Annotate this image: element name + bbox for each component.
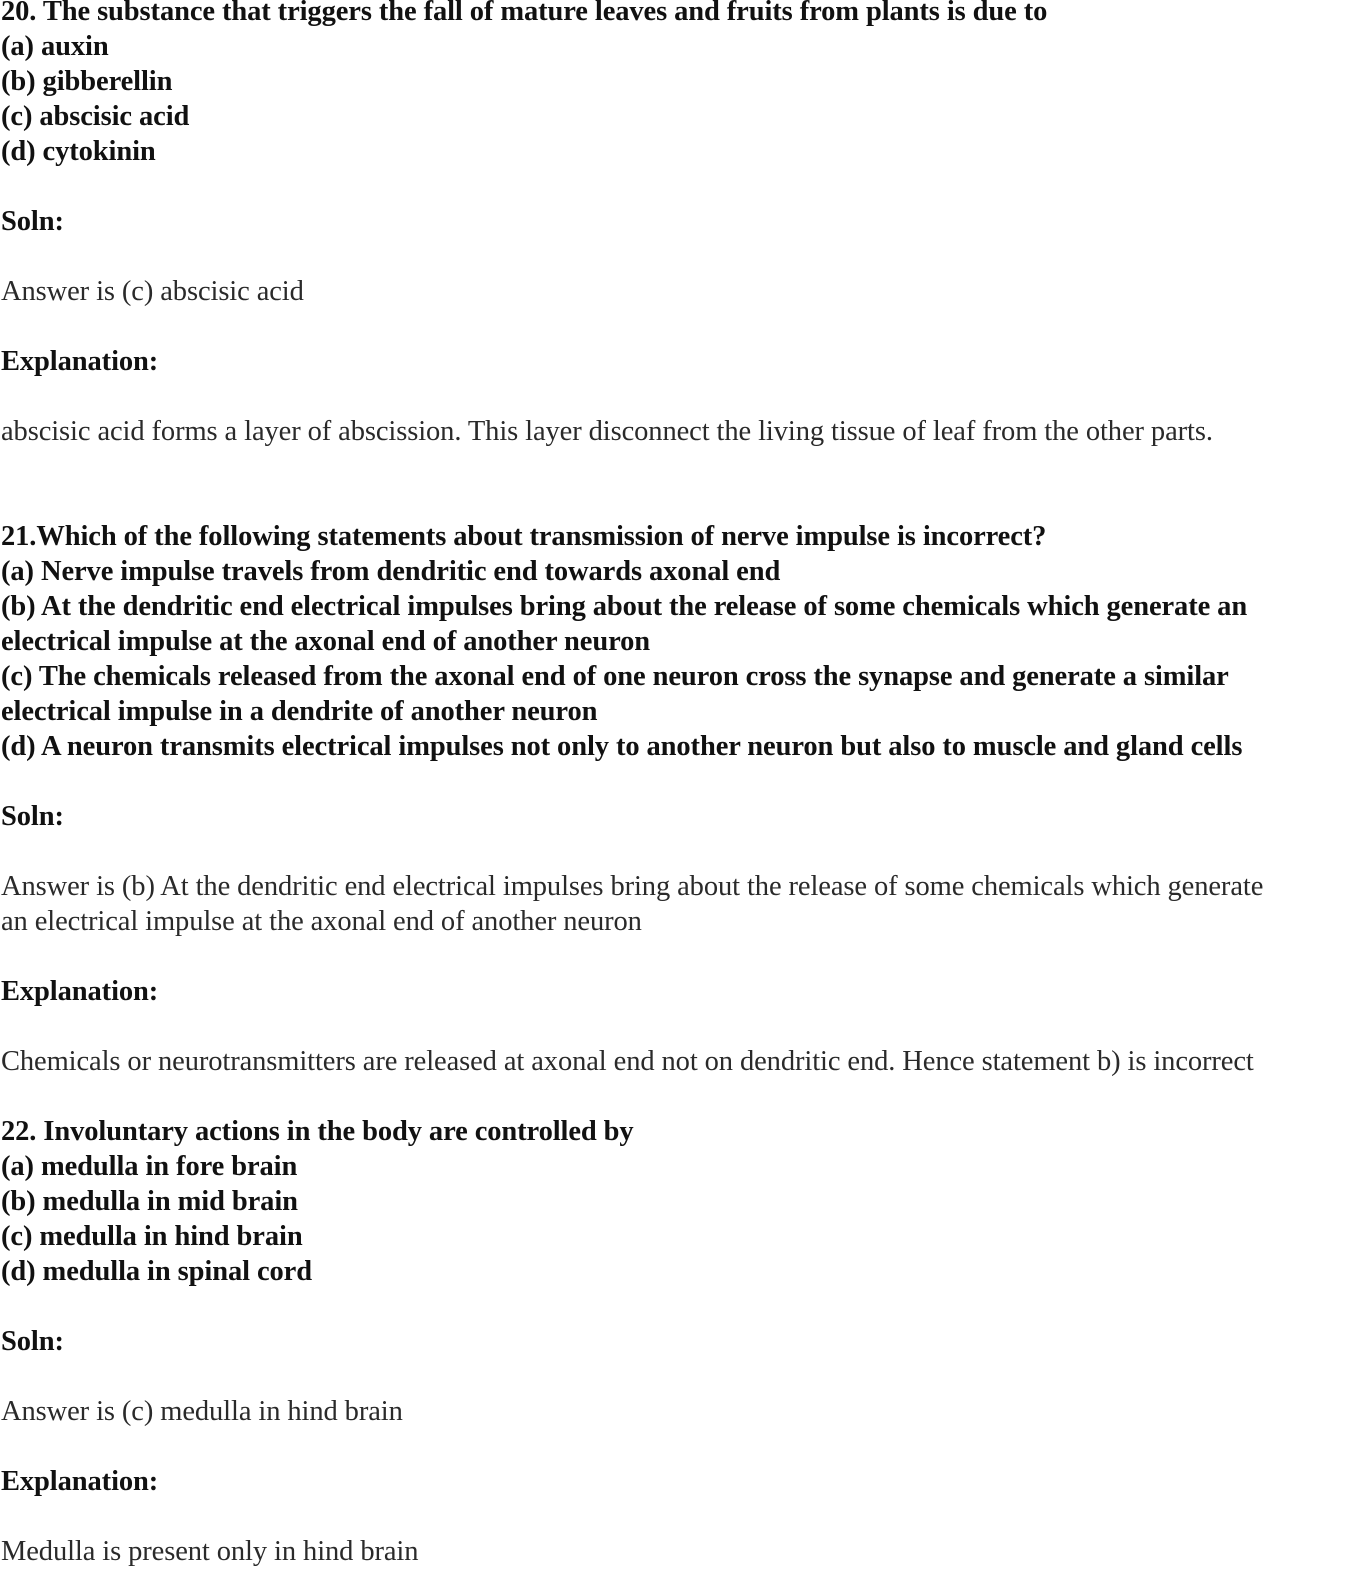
question-21-explanation-heading: Explanation: (1, 976, 159, 1007)
question-20-text: 20. The substance that triggers the fall of mature leaves and fruits from plants is due to (1, 0, 1048, 27)
question-20-option-a: (a) auxin (1, 31, 109, 62)
question-21-soln-heading: Soln: (1, 801, 64, 832)
question-21-option-b: (b) At the dendritic end electrical impulses bring about the release of some chemicals which generate an (1, 591, 1248, 622)
question-21-option-a: (a) Nerve impulse travels from dendritic end towards axonal end (1, 556, 781, 587)
question-22-explanation: Medulla is present only in hind brain (1, 1536, 419, 1567)
question-21-option-b-cont: electrical impulse at the axonal end of another neuron (1, 626, 651, 657)
question-21-option-c-cont: electrical impulse in a dendrite of another neuron (1, 696, 598, 727)
question-21-answer: Answer is (b) At the dendritic end electrical impulses bring about the release of some chemicals which generate (1, 871, 1264, 902)
question-20-soln-heading: Soln: (1, 206, 64, 237)
question-20-option-c: (c) abscisic acid (1, 101, 190, 132)
question-21-answer-cont: an electrical impulse at the axonal end of another neuron (1, 906, 642, 937)
question-20-option-b: (b) gibberellin (1, 66, 173, 97)
question-21-explanation: Chemicals or neurotransmitters are released at axonal end not on dendritic end. Hence statement b) is incorrect (1, 1046, 1254, 1077)
question-20-option-d: (d) cytokinin (1, 136, 156, 167)
question-20-explanation-heading: Explanation: (1, 346, 159, 377)
question-20-answer: Answer is (c) abscisic acid (1, 276, 304, 307)
question-22-option-b: (b) medulla in mid brain (1, 1186, 298, 1217)
question-21-option-d: (d) A neuron transmits electrical impulses not only to another neuron but also to muscle and gland cells (1, 731, 1243, 762)
question-22-answer: Answer is (c) medulla in hind brain (1, 1396, 403, 1427)
question-22-option-c: (c) medulla in hind brain (1, 1221, 303, 1252)
question-22-explanation-heading: Explanation: (1, 1466, 159, 1497)
question-22-option-d: (d) medulla in spinal cord (1, 1256, 312, 1287)
question-21-option-c: (c) The chemicals released from the axonal end of one neuron cross the synapse and generate a similar (1, 661, 1229, 692)
question-22-text: 22. Involuntary actions in the body are controlled by (1, 1116, 634, 1147)
question-22-soln-heading: Soln: (1, 1326, 64, 1357)
question-22-option-a: (a) medulla in fore brain (1, 1151, 298, 1182)
question-20-explanation: abscisic acid forms a layer of abscission. This layer disconnect the living tissue of leaf from the other parts. (1, 416, 1213, 447)
question-21-text: 21.Which of the following statements about transmission of nerve impulse is incorrect? (1, 521, 1047, 552)
